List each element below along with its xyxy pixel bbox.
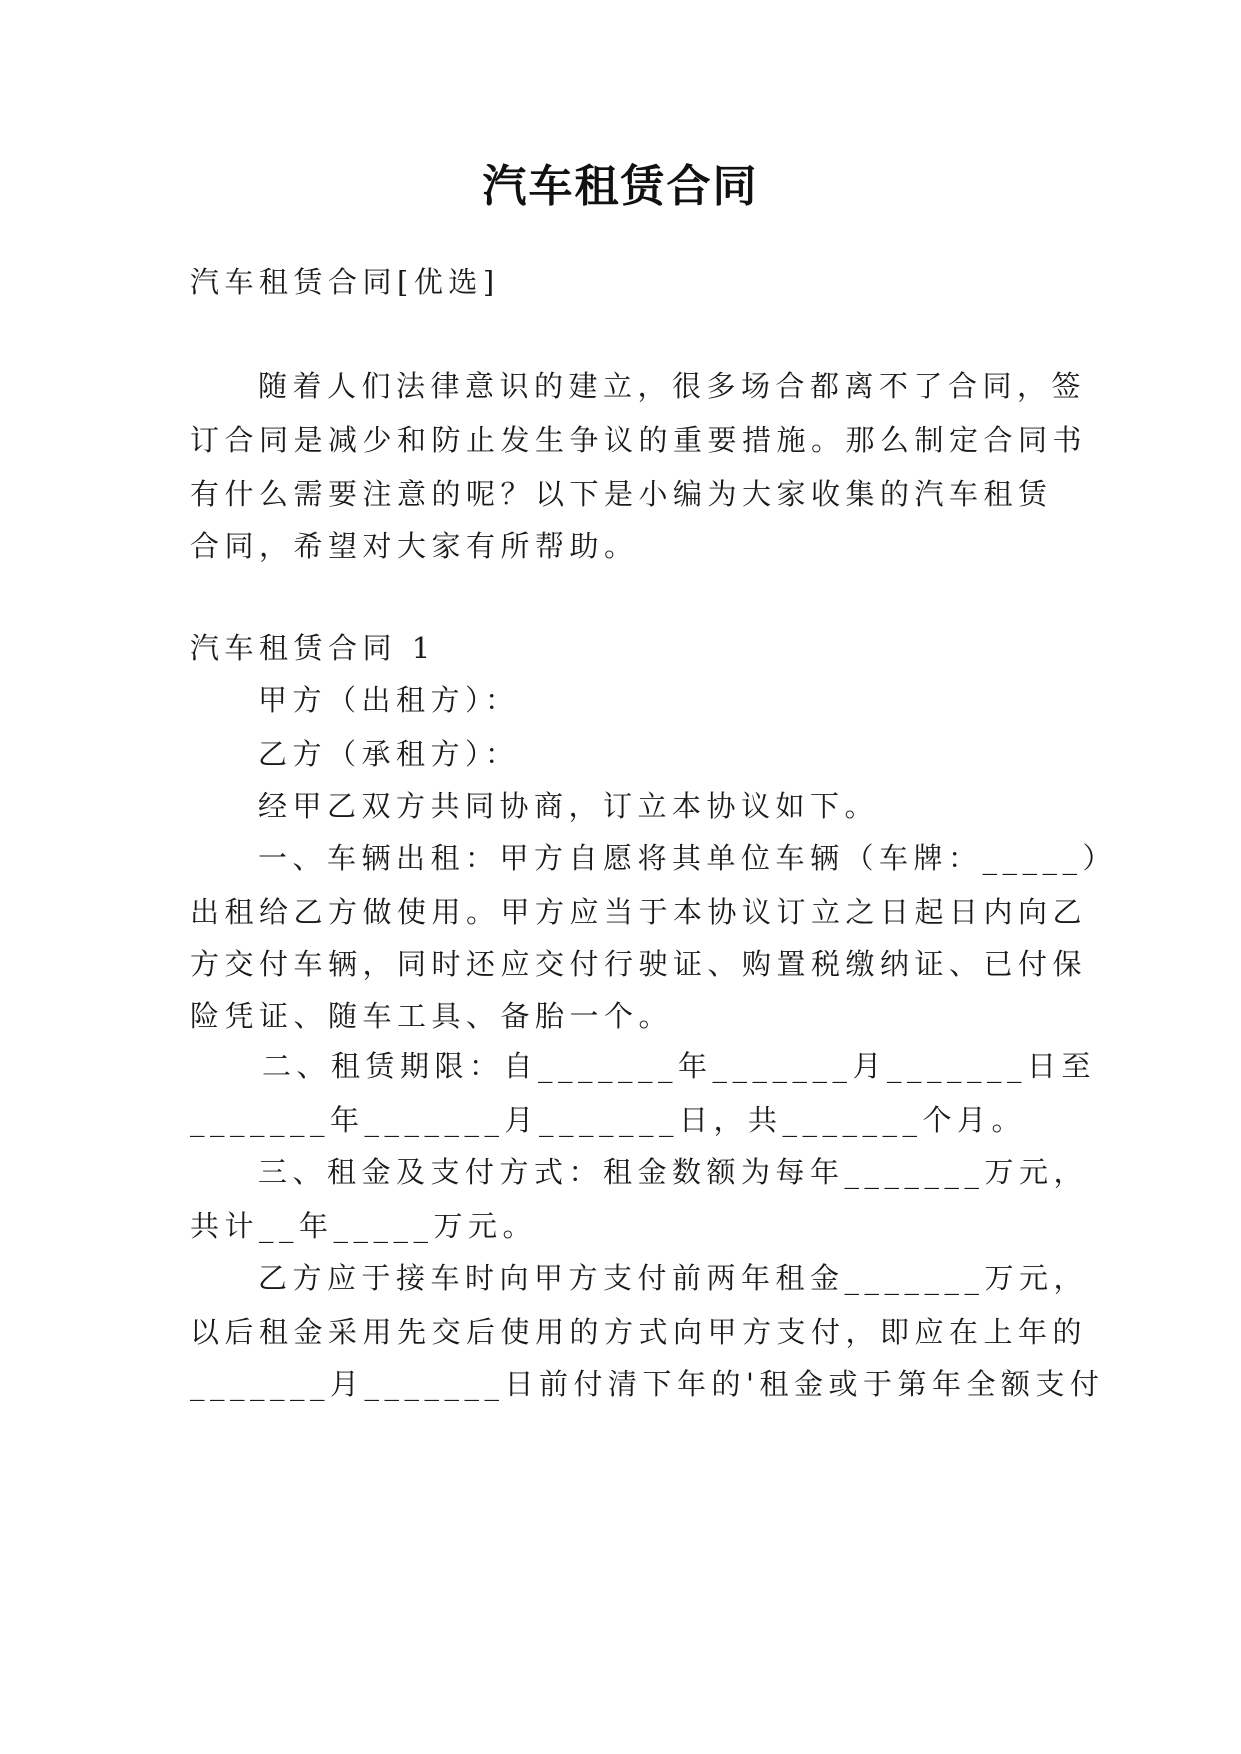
document-title: 汽车租赁合同	[482, 161, 759, 212]
clause1-line-2: 出租给乙方做使用。甲方应当于本协议订立之日起日内向乙	[190, 895, 1088, 929]
clause1-line-3: 方交付车辆，同时还应交付行驶证、购置税缴纳证、已付保	[190, 947, 1088, 981]
clause4-line-2: 以后租金采用先交后使用的方式向甲方支付，即应在上年的	[190, 1315, 1088, 1349]
clause4-line-1: 乙方应于接车时向甲方支付前两年租金_______万元，	[258, 1261, 1089, 1295]
clause3-line-1: 三、租金及支付方式：租金数额为每年_______万元，	[258, 1155, 1089, 1189]
intro-line-3: 有什么需要注意的呢？以下是小编为大家收集的汽车租赁	[190, 477, 1053, 511]
clause2-line-1: 二、租赁期限：自_______年_______月_______日至	[262, 1049, 1097, 1083]
intro-line-1: 随着人们法律意识的建立，很多场合都离不了合同，签	[258, 369, 1087, 403]
document-subtitle: 汽车租赁合同[优选]	[190, 265, 500, 299]
clause1-line-4: 险凭证、随车工具、备胎一个。	[190, 999, 674, 1033]
clause3-line-2: 共计__年_____万元。	[190, 1209, 538, 1243]
clause1-line-1: 一、车辆出租：甲方自愿将其单位车辆（车牌：_____）	[258, 841, 1118, 875]
intro-line-2: 订合同是减少和防止发生争议的重要措施。那么制定合同书	[190, 423, 1088, 457]
agreement-line: 经甲乙双方共同协商，订立本协议如下。	[258, 789, 880, 823]
section-heading: 汽车租赁合同 1	[190, 631, 436, 665]
clause4-line-3: _______月_______日前付清下年的'租金或于第年全额支付	[190, 1367, 1105, 1401]
intro-line-4: 合同，希望对大家有所帮助。	[190, 529, 639, 563]
party-a-line: 甲方（出租方）：	[258, 683, 520, 717]
party-b-line: 乙方（承租方）：	[258, 737, 520, 771]
clause2-line-2: _______年_______月_______日，共_______个月。	[190, 1103, 1027, 1137]
